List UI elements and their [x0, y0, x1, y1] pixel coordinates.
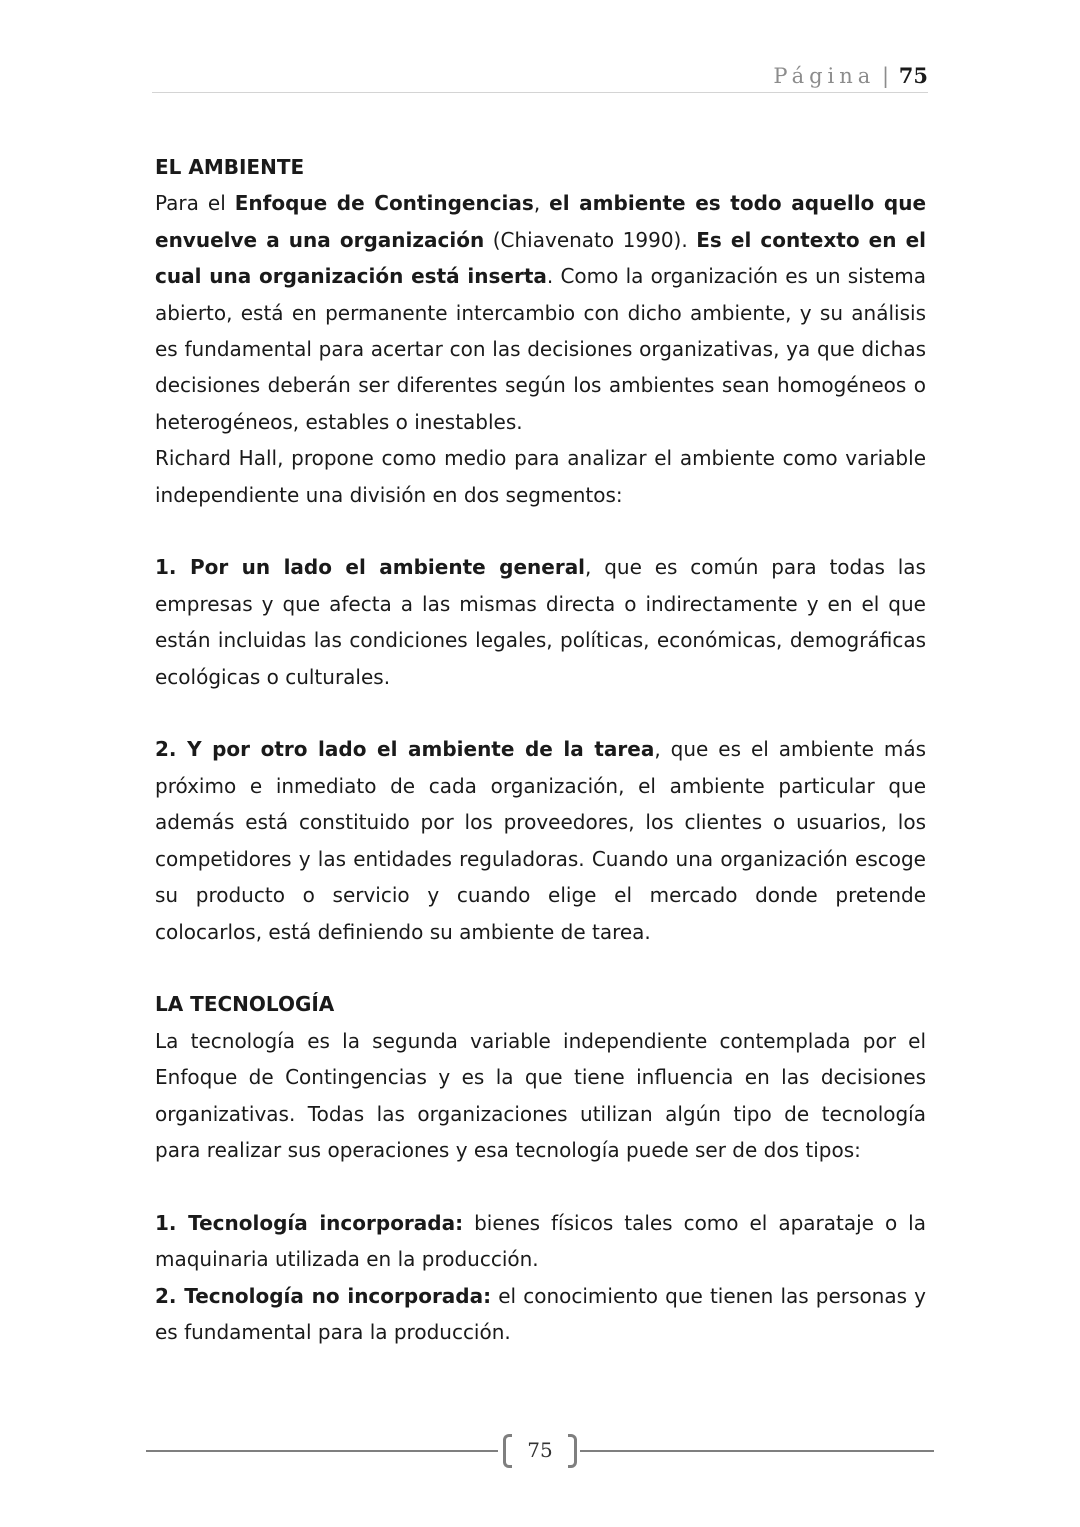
spacer [155, 1168, 926, 1204]
text-run: Para el [155, 191, 235, 216]
page-header [152, 60, 928, 93]
text-run: el conocimiento que tienen las personas y es fundamental para la producción. [155, 1283, 926, 1344]
header-page-label: Página [773, 64, 876, 88]
bold-run: Es el contexto en el cual una organización está inserta [155, 227, 926, 289]
bold-run: 2. Y por otro lado el ambiente de la tarea [155, 737, 655, 762]
paragraph-tecnologia: La tecnología es la segunda variable independiente contemplada por el Enfoque de Contingencias y es la que tiene influencia en las decisiones organizativas. Todas las organizaciones utilizan algún tipo de tecnología para realizar sus operaciones y esa tecnología puede ser de dos tipos: [155, 1028, 926, 1162]
header-separator: | [882, 64, 890, 88]
list-item-tecnologia-no-incorporada [155, 1278, 926, 1351]
text-run: . Como la organización es un sistema abierto, está en permanente intercambio con dicho ambiente, y su análisis es fundamental para acertar con las decisiones organizativas, ya que dichas decisiones deberán ser diferentes según los ambientes sean homogéneos o heterogéneos, estables o inestables. [155, 264, 926, 434]
heading-la-tecnologia: LA TECNOLOGÍA [155, 992, 335, 1017]
paragraph-ambiente-definition [155, 185, 926, 440]
bold-run: Enfoque de Contingencias [234, 191, 534, 216]
footer-bracket-right [568, 1434, 577, 1468]
footer-page-number: 75 [527, 1438, 553, 1462]
text-run: , [533, 191, 550, 216]
paragraph-richard-hall: Richard Hall, propone como medio para analizar el ambiente como variable independiente una división en dos segmentos: [155, 446, 926, 507]
page-footer [146, 1430, 934, 1474]
text-run: (Chiavenato 1990). [484, 227, 697, 252]
list-item-tecnologia-incorporada [155, 1205, 926, 1278]
text-run: , que es común para todas las empresas y que afecta a las mismas directa o indirectamente y en el que están incluidas las condiciones legales, políticas, económicas, demográficas ecológicas o culturales. [155, 555, 926, 689]
spacer [155, 513, 926, 549]
footer-rule-right [580, 1450, 934, 1452]
spacer [155, 695, 926, 731]
bold-run: 1. Por un lado el ambiente general [155, 555, 586, 580]
text-run: , que es el ambiente más próximo e inmediato de cada organización, el ambiente particular que además está constituido por los proveedores, los clientes o usuarios, los competidores y las entidades reguladoras. Cuando una organización escoge su producto o servicio y cuando elige el mercado donde pretende colocarlos, está definiendo su ambiente de tarea. [155, 737, 926, 944]
bold-run: 2. Tecnología no incorporada: [155, 1283, 492, 1308]
footer-rule-left [146, 1450, 498, 1452]
heading-el-ambiente: EL AMBIENTE [155, 155, 305, 179]
text-run: bienes físicos tales como el aparataje o la maquinaria utilizada en la producción. [155, 1210, 926, 1272]
footer-bracket-left [503, 1434, 512, 1468]
page-body [155, 149, 926, 1350]
list-item-ambiente-tarea [155, 731, 926, 949]
bold-run: 1. Tecnología incorporada: [155, 1210, 464, 1235]
list-item-ambiente-general [155, 549, 926, 695]
header-page-number: 75 [898, 63, 928, 88]
spacer [155, 950, 926, 986]
bold-run: el ambiente es todo aquello que envuelve a una organización [155, 191, 927, 252]
